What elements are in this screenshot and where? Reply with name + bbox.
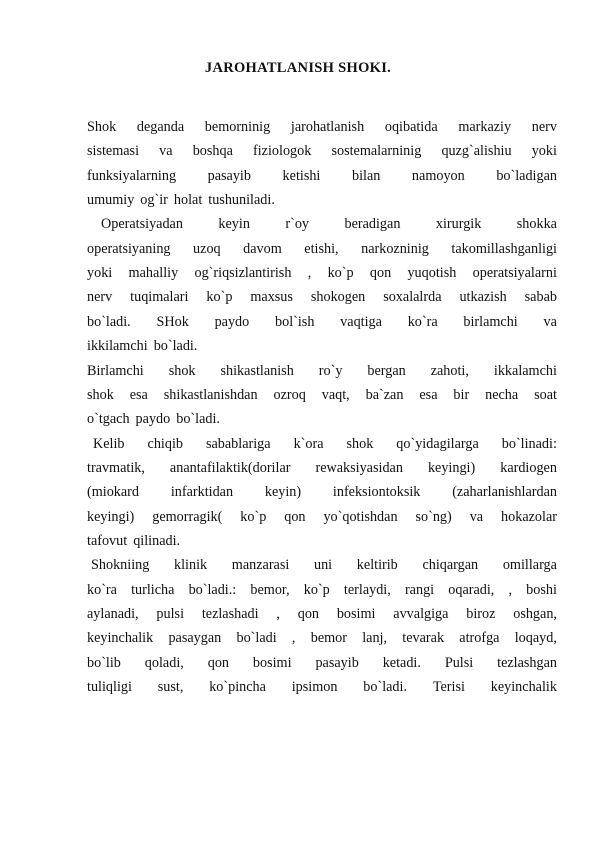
word: bo`ladi.: [188,581,237,598]
word: sabablariga [205,435,271,452]
word: bir [453,386,470,403]
word: xirurgik [435,216,482,233]
word: pasayib [315,654,359,671]
word: anantafilaktik(dorilar [169,459,291,476]
word: nerv [531,119,557,135]
word: (miokard [87,484,140,501]
text-line [87,407,557,431]
word: nerv [87,289,113,306]
word: qon [207,654,229,671]
word: tevarak [402,630,445,647]
word: tezlashadi [201,606,259,622]
word: bol`ish [275,313,315,330]
word: sistemasi [87,143,140,160]
word: pulsi [156,606,185,622]
word: shikastlanish [220,362,294,379]
word: ko`p [240,508,267,525]
word: og`riqsizlantirish [194,265,292,282]
word: omillarga [502,557,557,574]
word: boshi [526,581,557,598]
word: Operatsiyadan [101,216,183,233]
word: yoki [87,265,113,282]
word: esa [129,386,148,403]
word: zahoti, [430,362,469,379]
word: avvalgiga [393,606,449,622]
word: loqayd, [514,630,557,647]
word: ko`ra [407,313,438,330]
word: deganda [136,119,185,135]
word: manzarasi [231,557,290,574]
word: ko`p [303,581,330,598]
text-line [87,310,557,334]
word: rangi [404,581,435,598]
word: utkazish [459,289,507,306]
word: qon [297,606,320,622]
word: paydo [135,411,171,428]
word: mahalliy [128,265,179,282]
word: Birlamchi [87,362,144,379]
word: namoyon [411,167,465,184]
word: shokka [516,216,557,233]
word: yo`qotishdan [323,508,398,525]
word: soxalalrda [383,289,442,306]
word: va [469,508,484,525]
word: r`oy [285,216,310,233]
word: Terisi [432,679,465,696]
word: chiqib [147,435,183,452]
word: necha [485,386,519,403]
word: funksiyalarning [87,167,177,184]
word: markaziy [458,119,512,135]
word: bo`ladigan [496,167,557,184]
word: Pulsi [444,654,474,671]
word: keyinchalik [87,630,154,647]
word: bo`ladi [236,630,277,647]
word: operatsiyalarni [472,265,557,282]
word: oqibatida [384,119,438,135]
word: infarktidan [170,484,234,501]
word: terlaydi, [343,581,391,598]
word: qoladi, [144,654,184,671]
word: ketishi [282,167,321,184]
text-line [87,383,557,407]
text-line [87,553,557,577]
text-line [87,578,557,602]
word: soat [534,386,557,403]
word: sostemalarninig [331,143,422,160]
word: ipsimon [291,679,338,696]
word: quzg`alishiu [441,143,512,160]
word: bo`ladi. [363,679,408,696]
word: Shokniing [91,557,150,574]
word: uni [313,557,333,574]
word: shok [346,435,374,452]
word: ko`p [327,265,354,282]
text-line [87,456,557,480]
word: ro`y [318,362,343,379]
word: og`ir [140,192,168,209]
word: jarohatlanish [290,119,365,135]
word: travmatik, [87,459,145,476]
word: chiqargan [422,557,479,574]
word: bo`ladi. [153,338,198,355]
text-line [87,188,557,212]
word: , [291,630,296,647]
word: operatsiyaning [87,240,171,257]
word: umumiy [87,192,135,209]
word: yoki [531,143,557,160]
word: (zaharlanishlardan [452,484,557,501]
word: bosimi [252,654,292,671]
word: ketadi. [382,654,421,671]
word: gemorragik( [152,508,223,525]
text-line [87,529,557,553]
word: lanj, [362,630,388,647]
text-line [87,651,557,675]
word: vaqtiga [340,313,382,330]
word: ko`pincha [209,679,266,696]
word: bemorninig [204,119,271,135]
text-line [87,675,557,699]
text-line [87,139,557,163]
word: ko`ra [87,581,117,598]
word: bilan [351,167,381,184]
word: shikastlanishdan [163,386,258,403]
word: k`ora [293,435,324,452]
word: paydo [214,313,250,330]
word: yuqotish [407,265,457,282]
word: biroz [466,606,496,622]
word: shokogen [310,289,366,306]
word: klinik [174,557,208,574]
word: ba`zan [365,386,404,403]
word: keyin) [264,484,302,501]
word: sabab [524,289,557,306]
word: keyingi) [427,459,476,476]
word: bergan [367,362,406,379]
word: o`tgach [87,411,130,428]
word: tuliqligi [87,679,132,696]
word: , [276,606,280,622]
word: fiziologok [253,143,312,160]
word: Kelib [93,435,125,452]
word: qon [284,508,306,525]
word: ikkilamchi [87,338,148,355]
word: bemor [310,630,347,647]
word: tezlashgan [497,654,557,671]
word: bo`ladi. [87,313,131,330]
word: hokazolar [501,508,557,525]
word: keyinchalik [490,679,557,696]
word: bo`lib [87,654,121,671]
word: va [543,313,557,330]
text-line [87,115,557,139]
document-title: JAROHATLANISH SHOKI. [204,60,392,76]
word: boshqa [192,143,233,160]
word: shok [87,386,114,403]
word: so`ng) [415,508,452,525]
text-line [87,432,557,456]
word: rewaksiyasidan [315,459,403,476]
word: atrofga [459,630,500,647]
word: uzoq [193,240,221,257]
word: sust, [157,679,184,696]
word: qilinadi. [133,532,181,549]
word: turlicha [131,581,175,598]
word: kardiogen [500,459,557,476]
word: holat [173,192,203,209]
word: pasaygan [168,630,222,647]
word: tafovut [87,532,128,549]
word: aylanadi, [87,606,139,622]
text-line [87,602,557,626]
word: , [307,265,312,282]
word: qon [369,265,392,282]
text-line [87,261,557,285]
word: bemor, [250,581,290,598]
word: keyin [218,216,250,233]
word: bo`linadi: [501,435,557,452]
word: esa [419,386,438,403]
word: shok [168,362,196,379]
word: davom [243,240,282,257]
word: vaqt, [321,386,350,403]
text-line [87,505,557,529]
word: SHok [156,313,189,330]
word: beradigan [344,216,401,233]
word: ozroq [273,386,306,403]
word: ikkalamchi [493,362,557,379]
text-line [87,285,557,309]
word: qo`yidagilarga [396,435,479,452]
word: , [508,581,513,598]
text-line [87,480,557,504]
word: tuqimalari [130,289,189,306]
text-line [87,334,557,358]
word: ko`p [206,289,233,306]
word: pasayib [207,167,251,184]
text-line [87,359,557,383]
text-line [87,212,557,236]
word: oqaradi, [448,581,495,598]
word: keyingi) [87,508,135,525]
word: takomillashganligi [451,240,557,257]
word: etishi, [304,240,339,257]
word: bosimi [336,606,376,622]
word: narkozninig [361,240,429,257]
text-line [87,164,557,188]
word: maxsus [250,289,293,306]
word: Shok [87,119,117,135]
word: va [159,143,173,160]
text-line [87,237,557,261]
word: infeksiontoksik [332,484,421,501]
text-line [87,626,557,650]
word: tushuniladi. [208,192,275,209]
word: bo`ladi. [176,411,220,428]
word: birlamchi [463,313,518,330]
word: oshgan, [513,606,557,622]
word: keltirib [356,557,398,574]
